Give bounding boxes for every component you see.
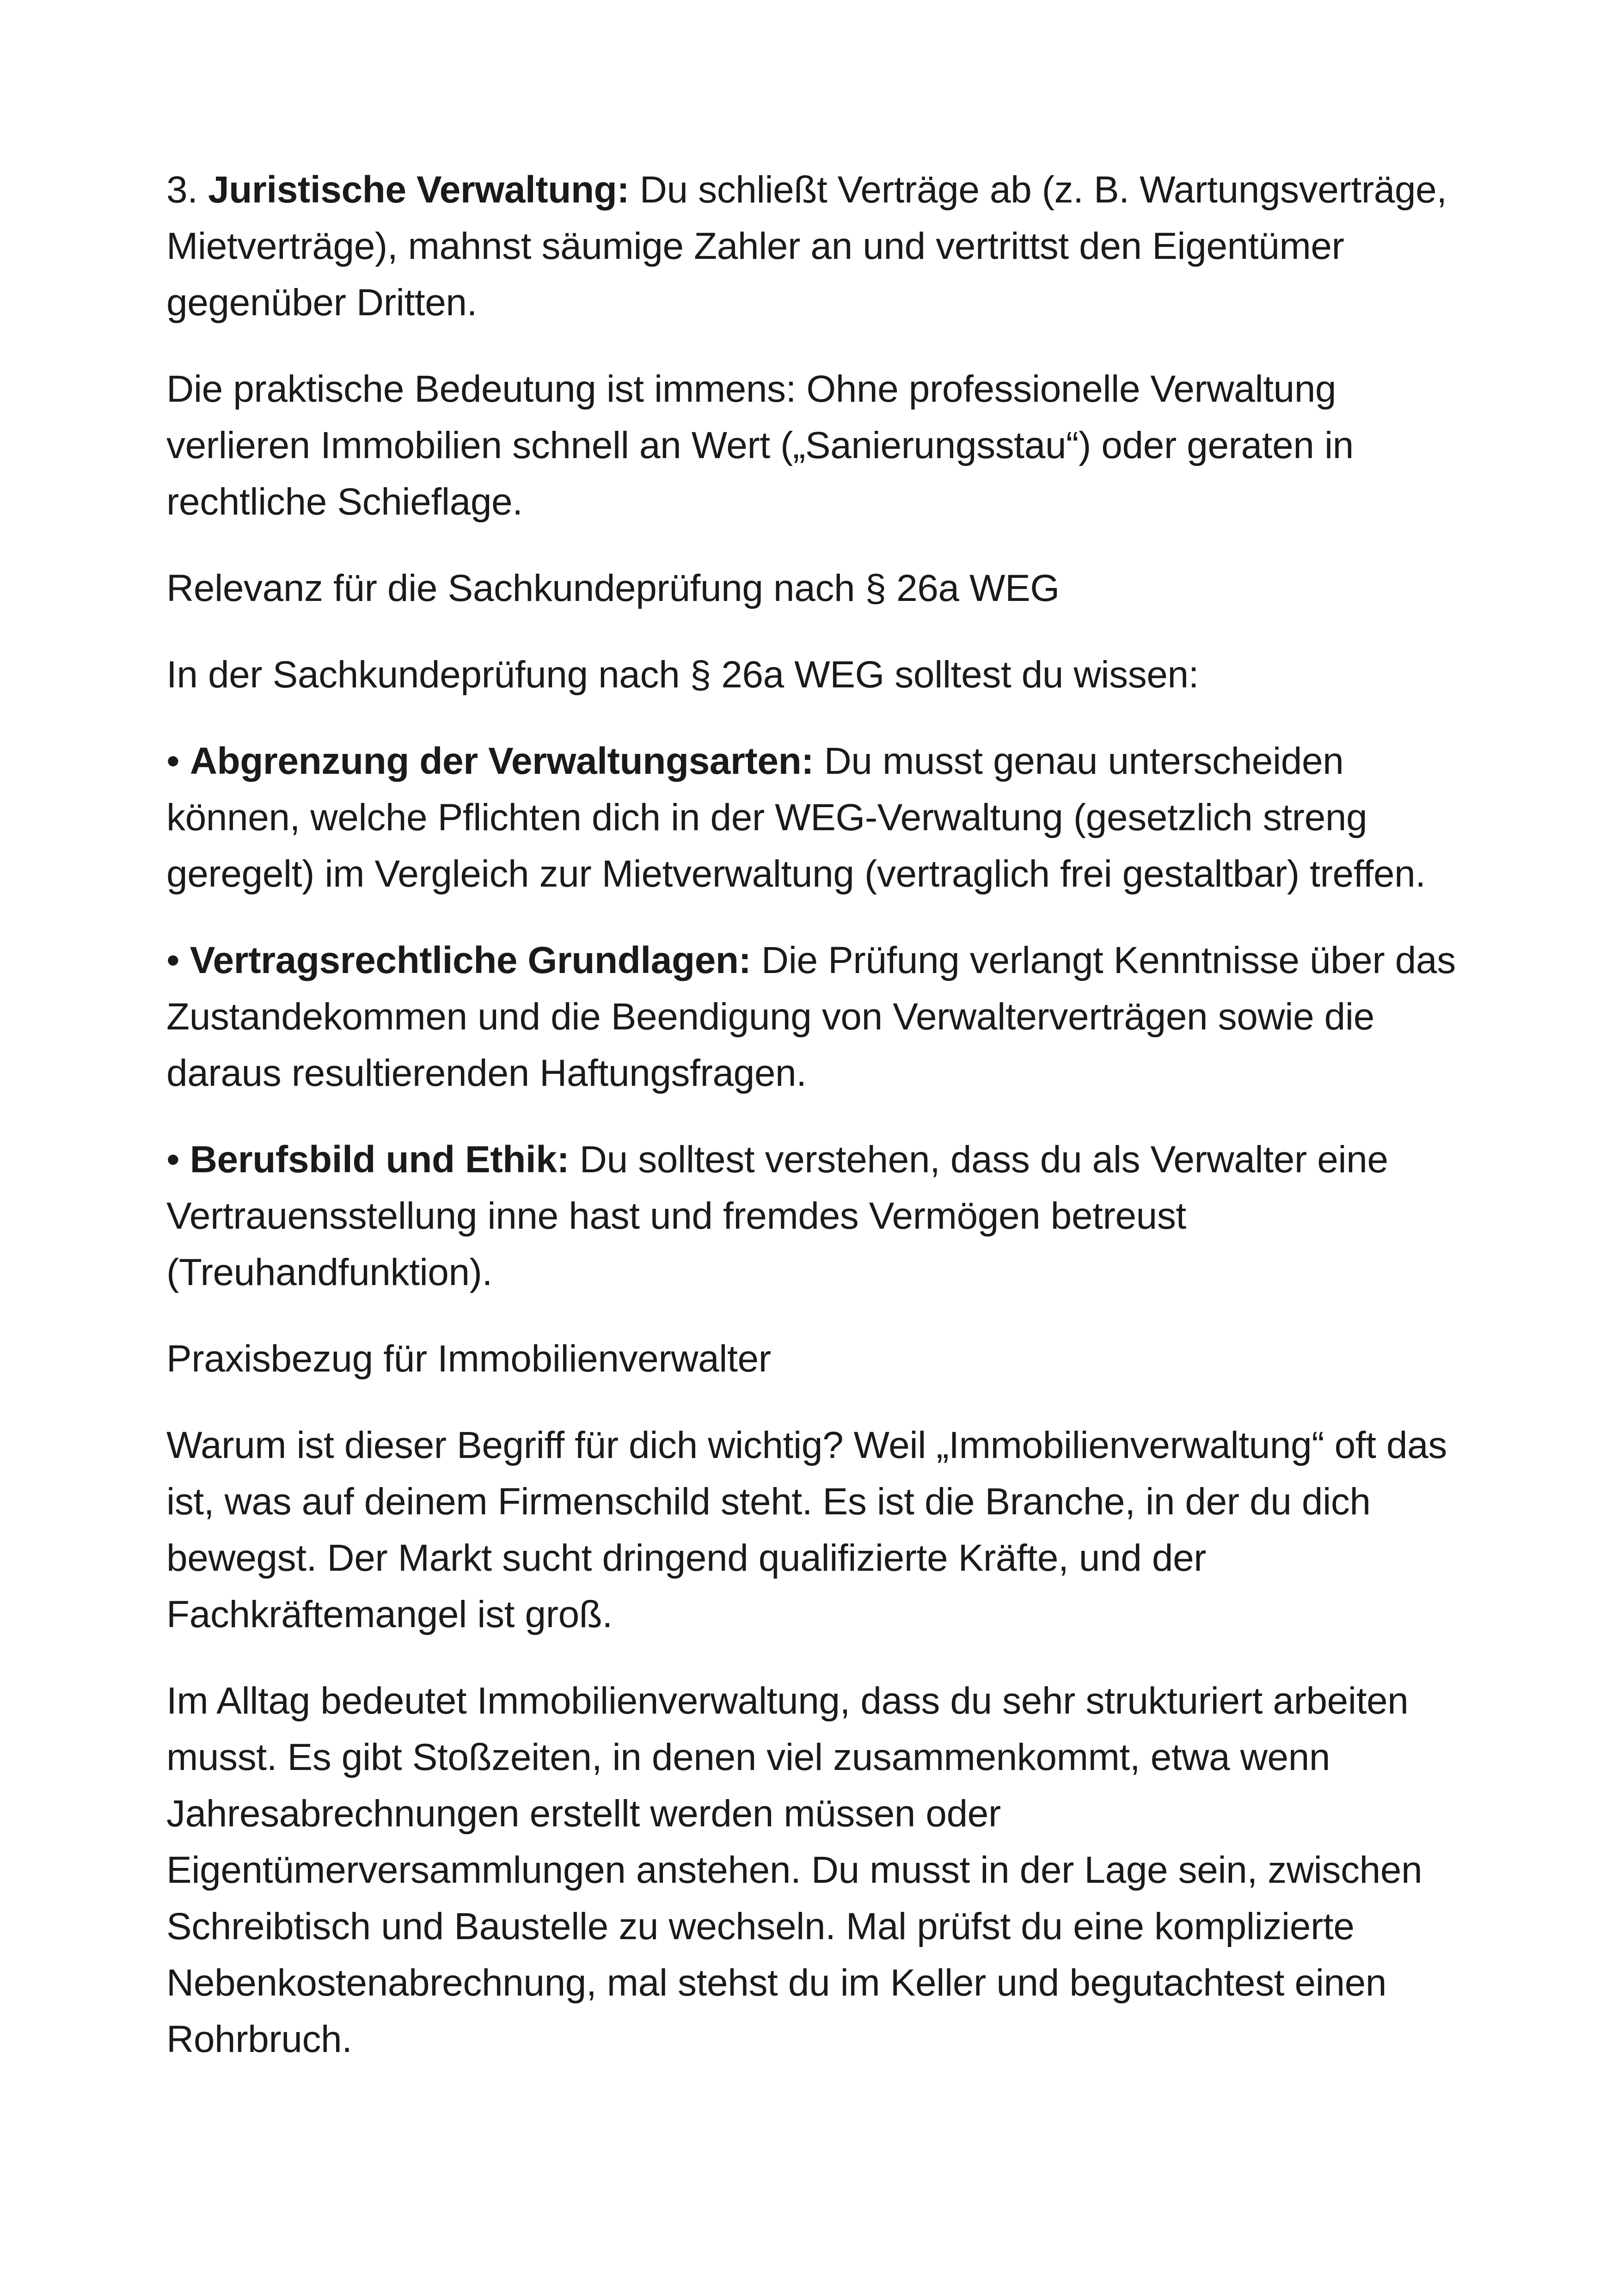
paragraph-juristische-verwaltung xyxy=(166,162,1461,331)
bold-term: Berufsbild und Ethik: xyxy=(190,1139,570,1181)
paragraph-bedeutung: Die praktische Bedeutung ist immens: Ohne professionelle Verwaltung verlieren Immobilien schnell an Wert („Sanierungsstau“) oder geraten in rechtliche Schieflage. xyxy=(166,368,1354,523)
bullet-text: Du solltest verstehen, dass du als Verwalter eine Vertrauensstellung inne hast und fremdes Vermögen betreust (Treuhandfunktion). xyxy=(166,1139,1388,1293)
section-heading-relevanz: Relevanz für die Sachkundeprüfung nach § 26a WEG xyxy=(166,567,1060,609)
bullet-marker: • xyxy=(166,939,180,981)
document-page xyxy=(166,162,1461,2098)
paragraph-text: Du schließt Verträge ab (z. B. Wartungsverträge, Mietverträge), mahnst säumige Zahler an und vertrittst den Eigentümer gegenüber Dritten. xyxy=(166,169,1447,324)
list-number: 3. xyxy=(166,169,198,211)
bold-term: Abgrenzung der Verwaltungsarten: xyxy=(190,740,814,782)
bold-term: Vertragsrechtliche Grundlagen: xyxy=(190,939,751,981)
paragraph-alltag: Im Alltag bedeutet Immobilienverwaltung, dass du sehr strukturiert arbeiten musst. Es gibt Stoßzeiten, in denen viel zusammenkommt, etwa wenn Jahresabrechnungen erstellt werden müssen oder Eigentümerversammlungen anstehen. Du musst in der Lage sein, zwischen Schreibtisch und Baustelle zu wechseln. Mal prüfst du eine komplizierte Nebenkostenabrechnung, mal stehst du im Keller und begutachtest einen Rohrbruch. xyxy=(166,1680,1422,2060)
bullet-marker: • xyxy=(166,740,180,782)
bullet-marker: • xyxy=(166,1139,180,1181)
paragraph-warum: Warum ist dieser Begriff für dich wichtig? Weil „Immobilienverwaltung“ oft das ist, was auf deinem Firmenschild steht. Es ist die Branche, in der du dich bewegst. Der Markt sucht dringend qualifizierte Kräfte, und der Fachkräftemangel ist groß. xyxy=(166,1424,1447,1635)
bullet-text: Die Prüfung verlangt Kenntnisse über das Zustandekommen und die Beendigung von Verwalterverträgen sowie die daraus resultierenden Haftungsfragen. xyxy=(166,939,1456,1094)
paragraph-intro: In der Sachkundeprüfung nach § 26a WEG solltest du wissen: xyxy=(166,654,1199,696)
bullet-item xyxy=(166,1132,1461,1301)
bullet-item xyxy=(166,733,1461,902)
bullet-text: Du musst genau unterscheiden können, welche Pflichten dich in der WEG-Verwaltung (gesetzlich streng geregelt) im Vergleich zur Mietverwaltung (vertraglich frei gestaltbar) treffen. xyxy=(166,740,1426,895)
section-heading-praxisbezug: Praxisbezug für Immobilienverwalter xyxy=(166,1338,771,1380)
bold-term: Juristische Verwaltung: xyxy=(208,169,630,211)
bullet-item xyxy=(166,932,1461,1102)
